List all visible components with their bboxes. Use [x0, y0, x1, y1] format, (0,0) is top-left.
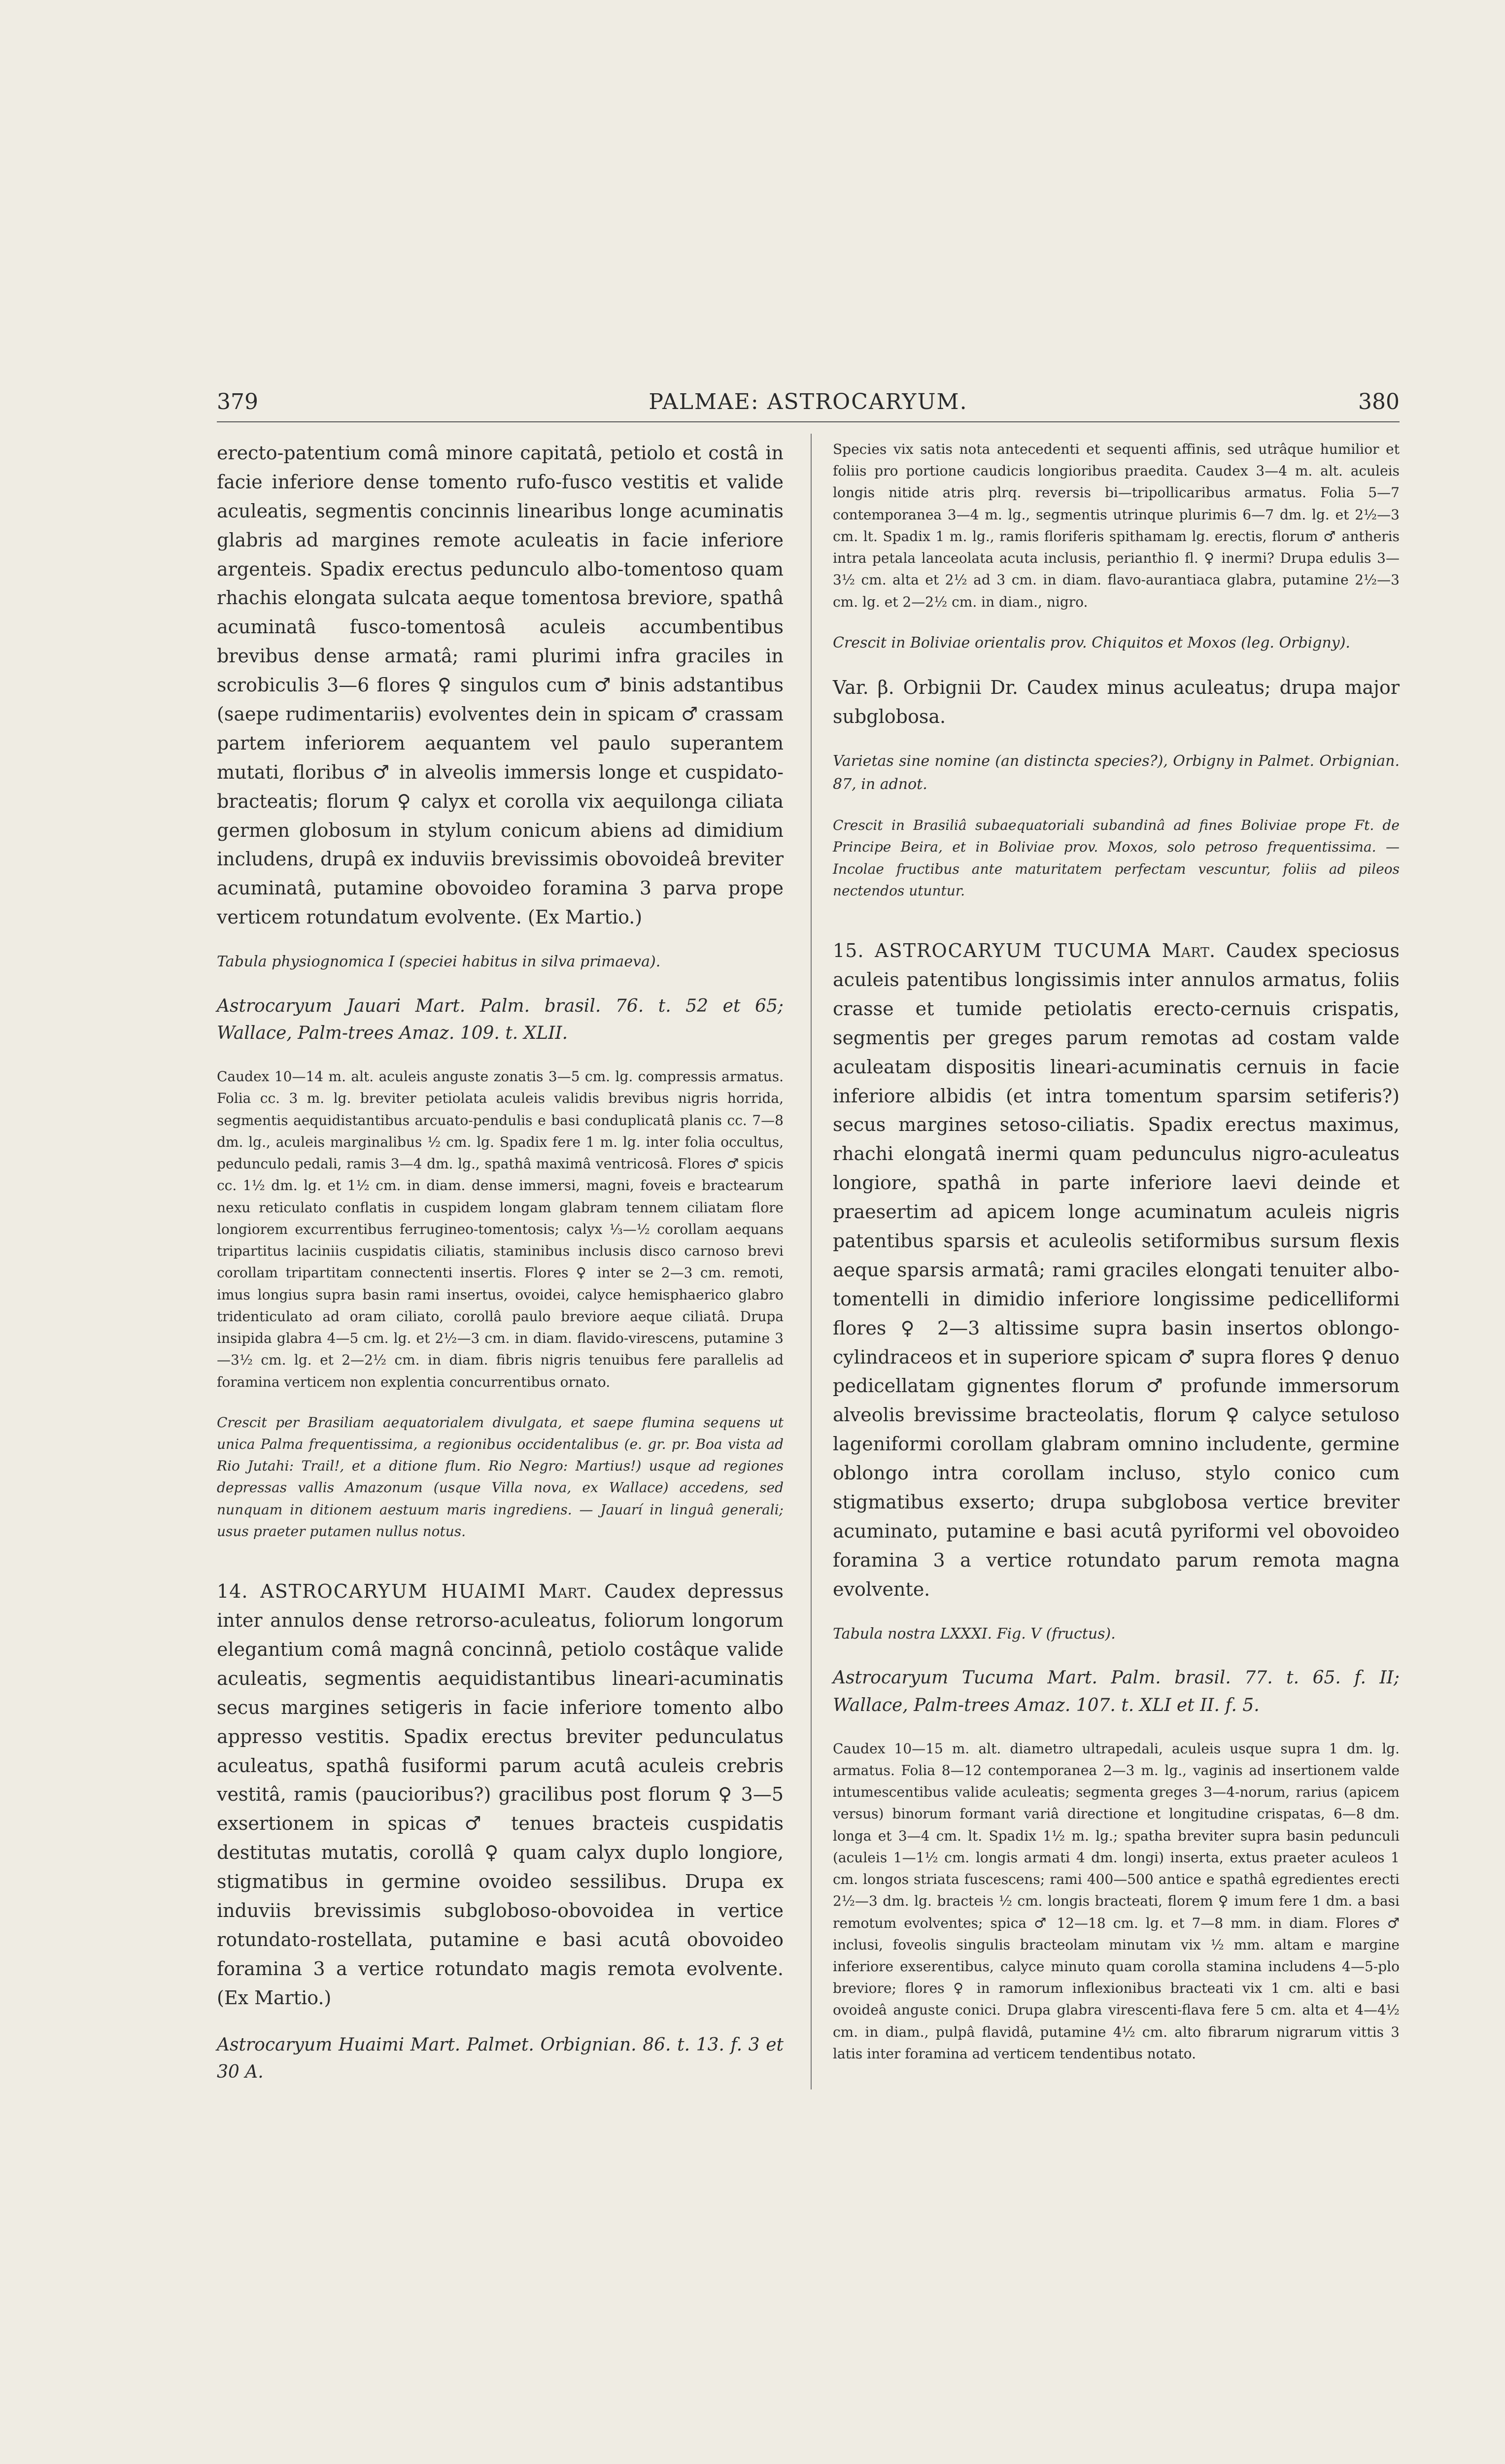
species-14-description: Species vix satis nota antecedenti et sequenti affinis, sed utrâque humilior et foliis pro portione caudicis longioribus praedita. Caudex 3—4 m. alt. aculeis longis nitide atris plrq. reversis bi—tripollicaribus armatus. Folia 5—7 contemporanea 3—4 m. lg., segmentis utrinque plurimis 6—7 dm. lg. et 2½—3 cm. lt. Spadix 1 m. lg., ramis floriferis spithamam lg. erectis, florum ♂ antheris intra petala lanceolata acuta inclusis, perianthio fl. ♀ inermi? Drupa edulis 3—3½ cm. alta et 2½ ad 3 cm. in diam. flavo-aurantiaca glabra, putamine 2½—3 cm. lg. et 2—2½ cm. in diam., nigro.: [833, 441, 1400, 610]
left-column: [217, 439, 784, 2105]
species-15-tabula: Tabula nostra LXXXI. Fig. V (fructus).: [833, 1625, 1116, 1643]
variety-habitat: Crescit in Brasiliâ subaequatoriali subandinâ ad fines Boliviae prope Ft. de Principe Beira, et in Boliviae prov. Moxos, solo petroso frequentissima. — Incolae fructibus ante maturitatem perfectam vescuntur, foliis ad pileos nectendos utuntur.: [833, 817, 1400, 899]
species-14-habitat: Crescit in Boliviae orientalis prov. Chiquitos et Moxos (leg. Orbigny).: [833, 634, 1350, 651]
species-13-description: Caudex 10—14 m. alt. aculeis anguste zonatis 3—5 cm. lg. compressis armatus. Folia cc. 3 m. lg. breviter petiolata aculeis validis brevibus nigris horrida, segmentis aequidistantibus arcuato-pendulis e basi conduplicatâ planis cc. 7—8 dm. lg., aculeis marginalibus ½ cm. lg. Spadix fere 1 m. lg. inter folia occultus, pedunculo pedali, ramis 3—4 dm. lg., spathâ maximâ ventricosâ. Flores ♂ spicis cc. 1½ dm. lg. et 1½ cm. in diam. dense immersi, magni, foveis e bractearum nexu reticulato conflatis in cuspidem longam glabram tennem ciliatam flore longiorem excurrentibus ferrugineo-tomentosis; calyx ⅓—½ corollam aequans tripartitus laciniis cuspidatis ciliatis, staminibus inclusis disco carnoso brevi corollam tripartitam connectenti insertis. Flores ♀ inter se 2—3 cm. remoti, imus longius supra basin rami insertus, ovoidei, calyce hemisphaerico glabro tridenticulato ad oram ciliato, corollâ paulo breviore aeque ciliatâ. Drupa insipida glabra 4—5 cm. lg. et 2½—3 cm. in diam. flavido-virescens, putamine 3—3½ cm. lg. et 2—2½ cm. in diam. fibris nigris tenuibus fere parallelis ad foramina verticem non explentia concurrentibus ornato.: [217, 1068, 784, 1390]
species-15-text: Caudex speciosus aculeis patentibus longissimis inter annulos armatus, foliis crasse et tumide petiolatis erecto-cernuis crispatis, segmentis per greges parum remotas ad costam valde aculeatam dispositis lineari-acuminatis cernuis in facie inferiore albidis (et intra tomentum sparsim setiferis?) secus margines setoso-ciliatis. Spadix erectus maximus, rhachi elongatâ inermi quam pedunculus nigro-aculeatus longiore, spathâ in parte inferiore laevi deinde et praesertim ad apicem longe acuminatum aculeis nigris patentibus sparsis et aculeolis setiformibus sursum flexis aeque sparsis armatâ; rami graciles elongati tenuiter albo-tomentelli in dimidio inferiore longissime pedicelliformi flores ♀ 2—3 altissime supra basin insertos oblongo-cylindraceos et in superiore spicam ♂ supra flores ♀ denuo pedicellatam gignentes florum ♂ profunde immersorum alveolis brevissime bracteolatis, florum ♀ calyce setuloso lageniformi corollam glabram omnino includente, germine oblongo intra corollam incluso, stylo conico cum stigmatibus exserto; drupa subglobosa vertice breviter acuminato, putamine e basi acutâ pyriformi vel obovoideo foramina 3 a vertice rotundato parum remota magna evolvente.: [833, 940, 1400, 1600]
species-14-number: 14.: [217, 1580, 248, 1603]
page-number-right: 380: [1358, 389, 1400, 414]
species-13-reference: Astrocaryum Jauari Mart. Palm. brasil. 76. t. 52 et 65; Wallace, Palm-trees Amaz. 109. t. XLII.: [217, 995, 784, 1044]
page-header: [217, 389, 1400, 419]
variety-note: Varietas sine nomine (an distincta species?), Orbigny in Palmet. Orbignian. 87, in adnot.: [833, 753, 1400, 793]
variety-orbignii: Var. β. Orbignii Dr. Caudex minus aculeatus; drupa major subglobosa.: [833, 677, 1400, 728]
species-14-author: Mart.: [538, 1580, 592, 1603]
running-title: PALMAE: ASTROCARYUM.: [649, 389, 968, 414]
species-15-reference: Astrocaryum Tucuma Mart. Palm. brasil. 77. t. 65. f. II; Wallace, Palm-trees Amaz. 107. t. XLI et II. f. 5.: [833, 1668, 1400, 1715]
page-number-left: 379: [217, 389, 258, 414]
species-15-entry: [833, 936, 1400, 1604]
species-14-entry: [217, 1577, 784, 2012]
column-divider: [811, 434, 812, 2089]
species-15-number: 15.: [833, 940, 864, 962]
species-15-name: ASTROCARYUM TUCUMA: [875, 940, 1152, 962]
right-column: [833, 439, 1400, 2084]
species-15-description: Caudex 10—15 m. alt. diametro ultrapedali, aculeis usque supra 1 dm. lg. armatus. Folia 8—12 contemporanea 2—3 m. lg., vaginis ad insertionem valde intumescentibus valide aculeatis; segmenta greges 3—4-norum, rarius (apicem versus) binorum formant variâ directione et longitudine crispatas, 6—8 dm. longa et 3—4 cm. lt. Spadix 1½ m. lg.; spatha breviter supra basin pedunculi (aculeis 1—1½ cm. longis armati 4 dm. longi) inserta, extus praeter aculeos 1 cm. longos striata fuscescens; rami 400—500 antice e spathâ egredientes erecti 2½—3 dm. lg. bracteis ½ cm. longis bracteati, florem ♀ imum fere 1 dm. a basi remotum evolventes; spica ♂ 12—18 cm. lg. et 7—8 mm. in diam. Flores ♂ inclusi, foveolis singulis bracteolam minutam vix ½ mm. altam e margine inferiore exserentibus, calyce minuto quam corolla staminа includens 4—5-plo breviore; flores ♀ in ramorum inflexionibus bracteati vix 1 cm. alti e basi ovoideâ anguste conici. Drupa glabra virescenti-flava fere 5 cm. alta et 4—4½ cm. in diam., pulpâ flavidâ, putamine 4½ cm. alto fibrarum nigrarum vittis 3 latis inter foramina ad verticem tendentibus notato.: [833, 1740, 1400, 2062]
species-14-reference: Astrocaryum Huaimi Mart. Palmet. Orbignian. 86. t. 13. f. 3 et 30 A.: [217, 2034, 784, 2083]
intro-paragraph: erecto-patentium comâ minore capitatâ, petiolo et costâ in facie inferiore dense tomento rufo-fusco vestitis et valide aculeatis, segmentis concinnis linearibus longe acuminatis glabris ad margines remote aculeatis in facie inferiore argenteis. Spadix erectus pedunculo albo-tomentoso quam rhachis elongata sulcata aeque tomentosa breviore, spathâ acuminatâ fusco-tomentosâ aculeis accumbentibus brevibus dense armatâ; rami plurimi infra graciles in scrobiculis 3—6 flores ♀ singulos cum ♂ binis adstantibus (saepe rudimentariis) evolventes dein in spicam ♂ crassam partem inferiorem aequantem vel paulo superantem mutati, floribus ♂ in alveolis immersis longe et cuspidato-bracteatis; florum ♀ calyx et corolla vix aequilonga ciliata germen globosum in stylum conicum abiens ad dimidium includens, drupâ ex induviis brevissimis obovoideâ breviter acuminatâ, putamine obovoideo foramina 3 parva prope verticem rotundatum evolvente. (Ex Martio.): [217, 442, 784, 928]
species-14-name: ASTROCARYUM HUAIMI: [260, 1580, 526, 1603]
tabula-note: Tabula physiognomica I (speciei habitus in silva primaeva).: [217, 953, 661, 971]
species-15-author: Mart.: [1162, 940, 1216, 962]
species-13-habitat: Crescit per Brasiliam aequatorialem divulgata, et saepe flumina sequens ut unica Palma frequentissima, a regionibus occidentalibus (e. gr. pr. Boa vista ad Rio Jutahi: Trail!, et a ditione flum. Rio Negro: Martius!) usque ad regiones depressas vallis Amazonum (usque Villa nova, ex Wallace) accedens, sed nunquam in ditionem aestuum maris ingrediens. — Jauarí in linguâ generali; usus praeter putamen nullus notus.: [217, 1414, 784, 1540]
species-14-text: Caudex depressus inter annulos dense retrorso-aculeatus, foliorum longorum elegantium comâ magnâ concinnâ, petiolo costâque valide aculeatis, segmentis aequidistantibus lineari-acuminatis secus margines setigeris in facie inferiore tomento albo appresso vestitis. Spadix erectus breviter pedunculatus aculeatus, spathâ fusiformi parum acutâ aculeis crebris vestitâ, ramis (paucioribus?) gracilibus post florum ♀ 3—5 exsertionem in spicas ♂ tenues bracteis cuspidatis destitutas mutatis, corollâ ♀ quam calyx duplo longiore, stigmatibus in germine ovoideo sessilibus. Drupa ex induviis brevissimis subgloboso-obovoidea in vertice rotundato-rostellata, putamine e basi acutâ obovoideo foramina 3 a vertice rotundato magis remota evolvente. (Ex Martio.): [217, 1580, 784, 2009]
header-rule: [217, 421, 1400, 422]
